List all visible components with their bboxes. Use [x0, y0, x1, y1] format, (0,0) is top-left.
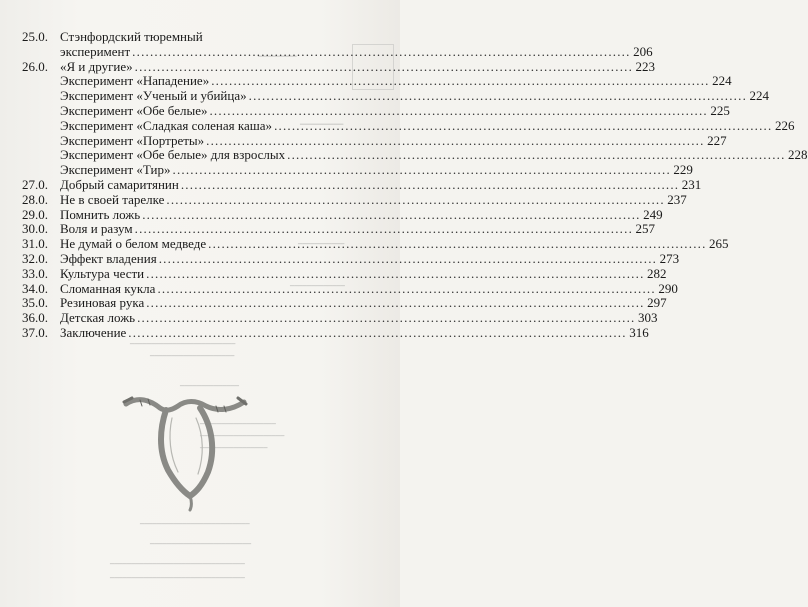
toc-leader-dots: [146, 267, 644, 282]
toc-entry-title: Эксперимент «Обе белые»: [60, 102, 208, 118]
toc-entry-number: 29.0.: [22, 206, 48, 222]
toc-entry: [22, 73, 732, 89]
toc-entry-title: «Я и другие»: [60, 58, 133, 74]
toc-leader-dots: [137, 311, 635, 326]
toc-entry: [22, 162, 693, 178]
toc-entry: [22, 176, 702, 193]
toc-entry-title: Не в своей тарелке: [60, 191, 165, 207]
toc-leader-dots: [274, 119, 772, 134]
toc-entry-number: 35.0.: [22, 295, 48, 311]
show-through-text-7: ━━━━━━━━━━━━━━: [180, 382, 240, 390]
toc-entry-title: Культура чести: [60, 265, 145, 281]
toc-entry-title: Эксперимент «Обе белые» для взрослых: [60, 147, 286, 163]
toc-page-number: 228: [788, 147, 808, 163]
toc-page-number: 297: [647, 295, 667, 311]
toc-entry-number: 33.0.: [22, 265, 48, 281]
show-through-text-8: ━━━━━━━━━━━━━━━━━━: [200, 420, 276, 428]
toc-leader-dots: [128, 326, 626, 341]
toc-page-number: 226: [774, 117, 795, 133]
toc-entry: [22, 206, 663, 223]
show-through-text-11: ━━━━━━━━━━━━━━━━━━━━━━━━━━: [140, 520, 250, 528]
toc-leader-dots: [209, 104, 707, 119]
toc-entry: [22, 102, 730, 119]
toc-entry-title: Сломанная кукла: [60, 280, 156, 296]
toc-entry: [22, 88, 770, 104]
toc-page-number: 206: [633, 43, 653, 59]
toc-entry: [22, 250, 680, 267]
toc-entry-title: Воля и разум: [60, 221, 133, 237]
toc-page-number: 231: [681, 176, 702, 192]
toc-entry-title: Эксперимент «Тир»: [60, 162, 171, 178]
toc-leader-dots: [132, 45, 630, 60]
toc-entry-number: 28.0.: [22, 191, 48, 207]
toc-page-number: 303: [638, 310, 658, 326]
toc-page-number: 224: [749, 88, 770, 104]
toc-entry-title: Не думай о белом медведе: [60, 236, 207, 252]
toc-page-number: 290: [658, 280, 678, 296]
toc-page-number: 316: [629, 324, 649, 340]
toc-page-number: 227: [707, 132, 727, 148]
toc-entry-title: Эксперимент «Сладкая соленая каша»: [60, 117, 273, 133]
toc-page-number: 273: [659, 250, 680, 266]
toc-entry-number: 37.0.: [22, 324, 48, 340]
toc-leader-dots: [249, 89, 747, 104]
toc-leader-dots: [211, 74, 709, 89]
toc-leader-dots: [181, 178, 679, 193]
toc-entry: [22, 58, 656, 75]
toc-entry: [22, 280, 678, 297]
toc-entry-number: 27.0.: [22, 176, 48, 192]
toc-leader-dots: [173, 163, 671, 178]
toc-entry-number: 26.0.: [22, 58, 48, 74]
toc-entry-title: Эффект владения: [60, 250, 157, 266]
toc-entry: [22, 132, 727, 149]
show-through-text-9: ━━━━━━━━━━━━━━━━━━━━: [200, 432, 285, 440]
toc-entry: [22, 295, 667, 311]
toc-entry-number: 31.0.: [22, 236, 48, 252]
toc-page-number: 257: [635, 221, 656, 237]
toc-page-number: 225: [710, 102, 730, 118]
toc-leader-dots: [159, 252, 657, 267]
toc-leader-dots: [208, 237, 706, 252]
toc-leader-dots: [142, 208, 640, 223]
toc-entry-title: Эксперимент «Нападение»: [60, 73, 210, 89]
toc-entry: [22, 310, 658, 326]
show-through-text-14: ━━━━━━━━━━━━━━━━━━━━━━━━━━━━━━━━: [110, 574, 245, 582]
toc-entry: [22, 221, 656, 237]
toc-entry-number: 30.0.: [22, 221, 48, 237]
toc-leader-dots: [287, 148, 785, 163]
toc-entry-number: 32.0.: [22, 250, 48, 266]
show-through-text-6: ━━━━━━━━━━━━━━━━━━━━: [150, 352, 235, 360]
toc-entry-number: 36.0.: [22, 310, 48, 326]
toc-entry: [22, 43, 653, 60]
toc-entry-title: Резиновая рука: [60, 295, 145, 311]
toc-entry: [22, 30, 310, 45]
toc-leader-dots: [146, 296, 644, 311]
toc-entry-title: Добрый самаритянин: [60, 176, 179, 192]
toc-page-number: 249: [643, 206, 663, 222]
toc-leader-dots: [206, 134, 704, 149]
show-through-text-5: ━━━━━━━━━━━━━━━━━━━━━━━━━: [130, 340, 236, 348]
toc-entry: [22, 236, 729, 252]
toc-leader-dots: [135, 60, 633, 75]
toc-page-number: 224: [712, 73, 732, 89]
show-through-text-10: ━━━━━━━━━━━━━━━━: [200, 444, 268, 452]
show-through-text-4: ━━━━━━━━━━━━━: [290, 282, 345, 290]
wishbone-icon: [120, 392, 250, 512]
table-of-contents: [22, 29, 808, 341]
toc-entry-title: Помнить ложь: [60, 206, 141, 222]
toc-page-number: 265: [709, 236, 729, 252]
show-through-text-12: ━━━━━━━━━━━━━━━━━━━━━━━━: [150, 540, 252, 548]
show-through-text-3: ━━━━━━━━━━━: [298, 240, 345, 248]
toc-leader-dots: [135, 222, 633, 237]
toc-entry-number: 25.0.: [22, 29, 48, 44]
show-through-text-13: ━━━━━━━━━━━━━━━━━━━━━━━━━━━━━━━━: [110, 560, 245, 568]
toc-entry: [22, 117, 795, 134]
toc-leader-dots: [157, 282, 655, 297]
show-through-text-2: ━━━━━━━━━: [300, 120, 344, 129]
toc-entry-title: Детская ложь: [60, 310, 136, 326]
toc-page-number: 229: [673, 162, 693, 178]
toc-entry: [22, 147, 808, 163]
toc-page-number: 223: [635, 58, 656, 74]
toc-entry-number: 34.0.: [22, 280, 48, 296]
toc-entry: [22, 324, 649, 341]
toc-entry-title: Стэнфордский тюремный: [60, 29, 203, 44]
show-through-text-1: ━━━━━━━━: [258, 52, 297, 61]
toc-entry: [22, 191, 687, 208]
toc-entry: [22, 265, 667, 282]
toc-entry-title: эксперимент: [60, 43, 131, 59]
toc-page-number: 237: [667, 191, 687, 207]
toc-page-number: 282: [647, 265, 667, 281]
toc-entry-title: Эксперимент «Ученый и убийца»: [60, 88, 247, 104]
toc-entry-title: Заключение: [60, 324, 127, 340]
toc-leader-dots: [166, 193, 664, 208]
toc-entry-title: Эксперимент «Портреты»: [60, 132, 205, 148]
